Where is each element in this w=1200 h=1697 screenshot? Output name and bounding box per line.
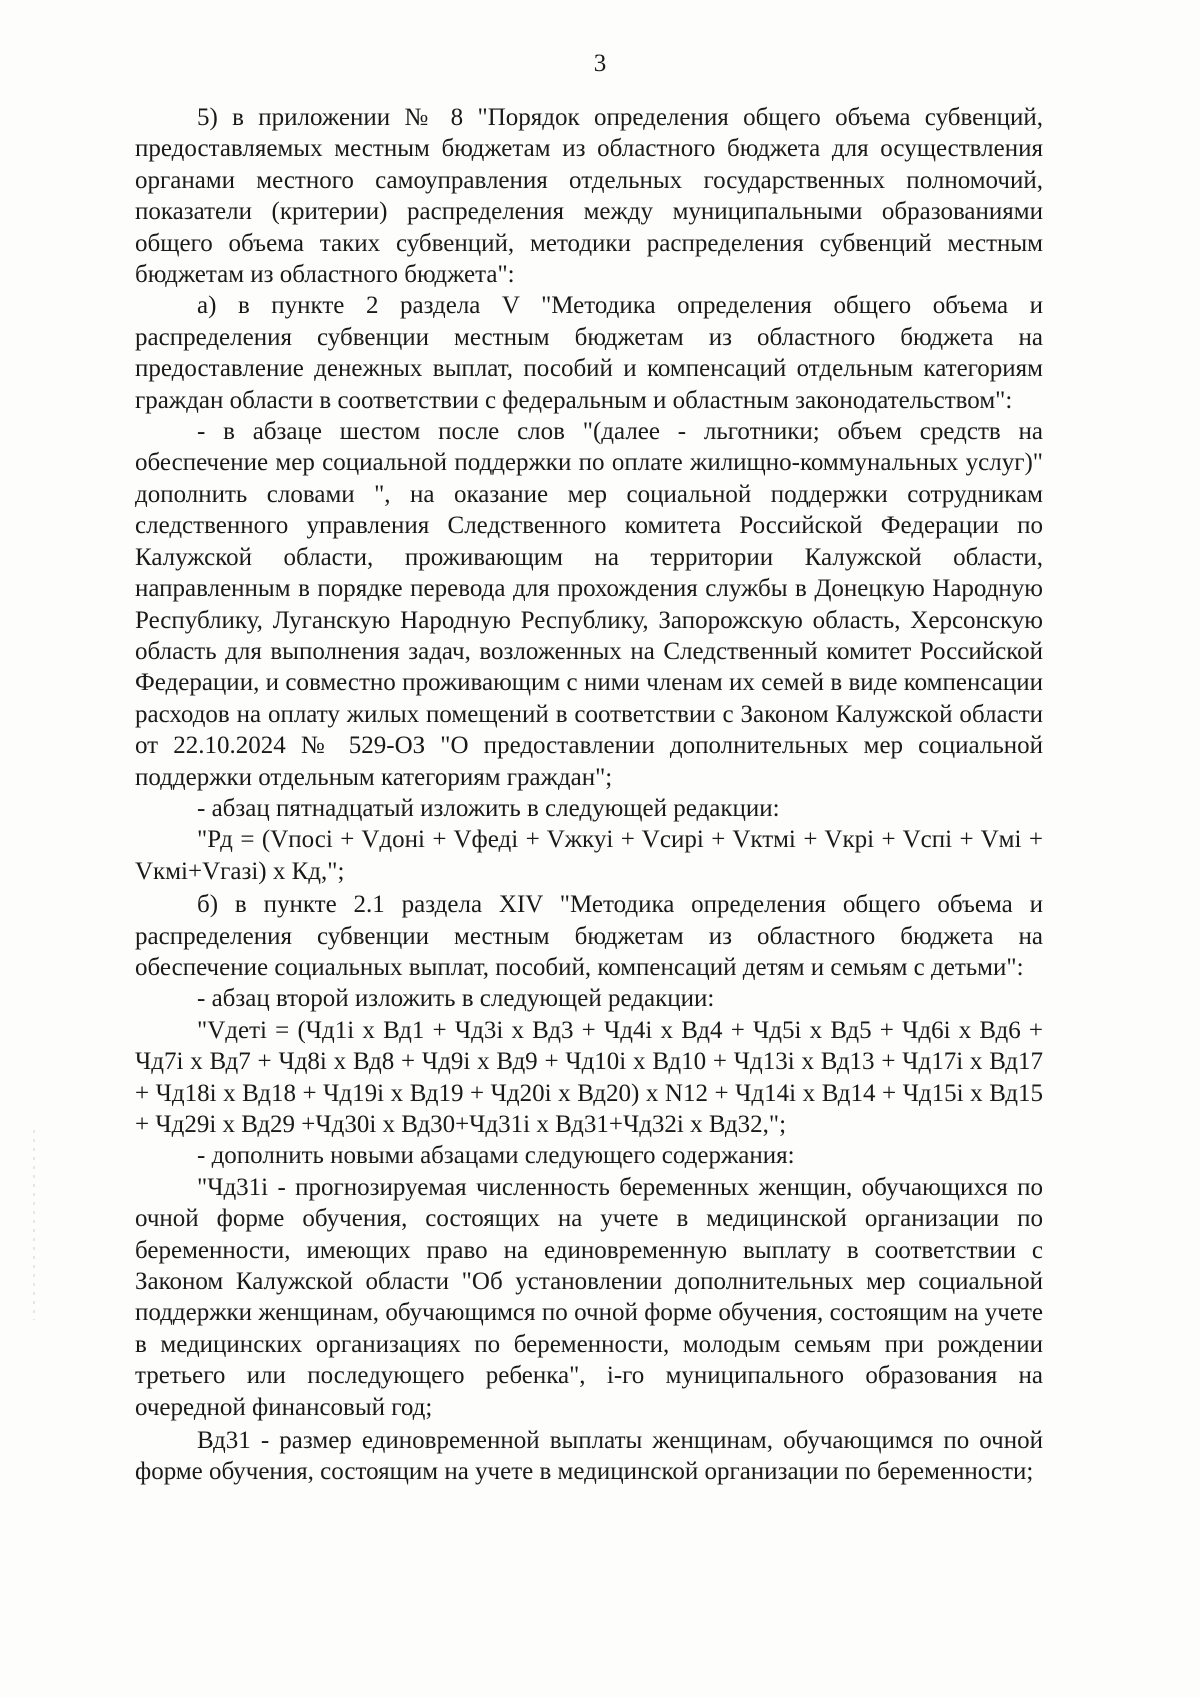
formula-rd: "Рд = (Vпосi + Vдонi + Vфедi + Vжкуi + Vсирi + Vктмi + Vкрi + Vспi + Vмi + Vкмi+Vгазi) х Кд,"; <box>135 826 1043 885</box>
paragraph-item-5-appendix-8: 5) в приложении № 8 "Порядок определения общего объема субвенций, предоставляемых местным бюджетам из областного бюджета для осуществления органами местного самоуправления отдельных государственных полномочий, показатели (критерии) распределения между муниципальными образованиями общего объема таких субвенций, методики распределения субвенций местным бюджетам из областного бюджета": <box>135 104 1043 289</box>
definition-vd31: Вд31 - размер единовременной выплаты женщинам, обучающимся по очной форме обучения, состоящим на учете в медицинской организации по беременности; <box>135 1427 1043 1486</box>
document-body <box>135 102 1043 1488</box>
paragraph-subitem-a: а) в пункте 2 раздела V "Методика определения общего объема и распределения субвенции местным бюджетам из областного бюджета на предоставление денежных выплат, пособий и компенсаций отдельным категориям граждан области в соответствии с федеральным и областным законодательством": <box>135 292 1043 414</box>
formula-vdet: "Vдетi = (Чд1i х Вд1 + Чд3i х Вд3 + Чд4i х Вд4 + Чд5i х Вд5 + Чд6i х Вд6 + Чд7i х Вд7 + Чд8i х Вд8 + Чд9i х Вд9 + Чд10i х Вд10 + Чд13i х Вд13 + Чд17i х Вд17 + Чд18i х Вд18 + Чд19i х Вд19 + Чд20i х Вд20) х N12 + Чд14i х Вд14 + Чд15i х Вд15 + Чд29i х Вд29 +Чд30i х Вд30+Чд31i х Вд31+Чд32i х Вд32,"; <box>135 1016 1043 1138</box>
paragraph-new-abzacs-intro: - дополнить новыми абзацами следующего содержания: <box>197 1142 795 1170</box>
paragraph-fifteenth-abzac-intro: - абзац пятнадцатый изложить в следующей редакции: <box>197 794 780 822</box>
paragraph-amendment-sixth-abzac: - в абзаце шестом после слов "(далее - льготники; объем средств на обеспечение мер социальной поддержки по оплате жилищно-коммунальных услуг)" дополнить словами ", на оказание мер социальной поддержки сотрудникам следственного управления Следственного комитета Российской Федерации по Калужской области, проживающим на территории Калужской области, направленным в порядке перевода для прохождения службы в Донецкую Народную Республику, Луганскую Народную Республику, Запорожскую область, Херсонскую область для выполнения задач, возложенных на Следственный комитет Российской Федерации, и совместно проживающим с ними членам их семей в виде компенсации расходов на оплату жилых помещений в соответствии с Законом Калужской области от 22.10.2024 № 529-ОЗ "О предоставлении дополнительных мер социальной поддержки отдельным категориям граждан"; <box>135 418 1043 791</box>
scan-margin-marks <box>33 1130 35 1320</box>
paragraph-second-abzac-intro: - абзац второй изложить в следующей редакции: <box>197 985 715 1013</box>
page-number: 3 <box>593 50 607 77</box>
paragraph-subitem-b: б) в пункте 2.1 раздела XIV "Методика определения общего объема и распределения субвенции местным бюджетам из областного бюджета на обеспечение социальных выплат, пособий, компенсаций детям и семьям с детьми": <box>135 891 1043 981</box>
definition-chd31i: "Чд31i - прогнозируемая численность беременных женщин, обучающихся по очной форме обучения, состоящих на учете в медицинской организации по беременности, имеющих право на единовременную выплату в соответствии с Законом Калужской области "Об установлении дополнительных мер социальной поддержки женщинам, обучающимся по очной форме обучения, состоящим на учете в медицинских организациях по беременности, молодым семьям при рождении третьего или последующего ребенка", i-го муниципального образования на очередной финансовый год; <box>135 1173 1043 1421</box>
